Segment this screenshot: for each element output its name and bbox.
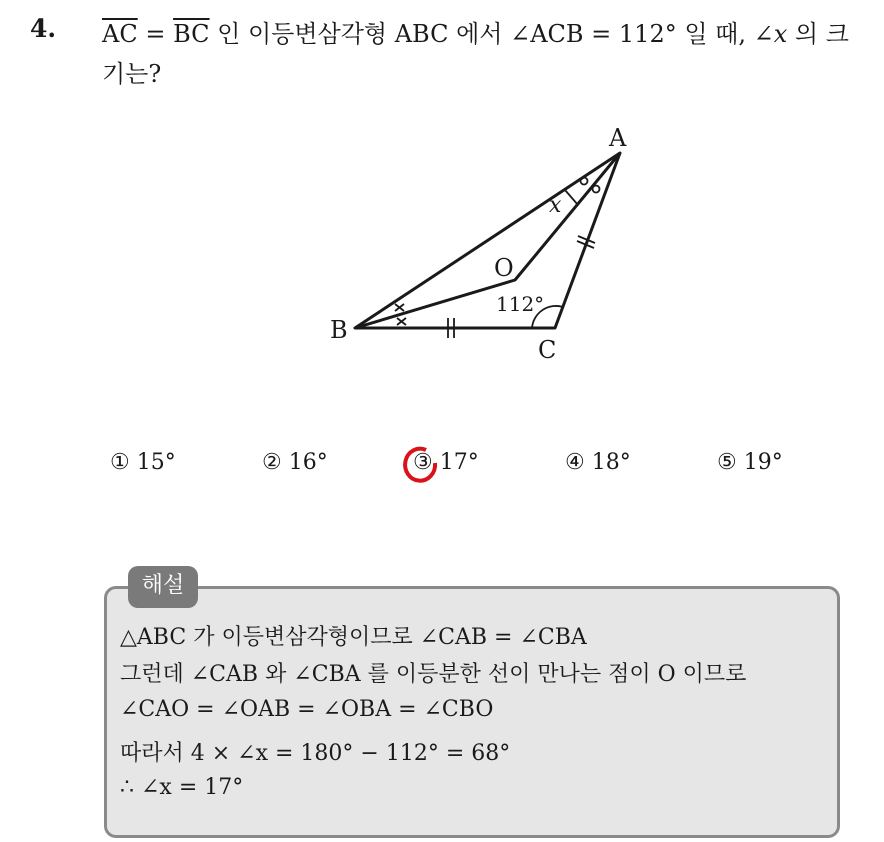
- choice-value: 15°: [136, 450, 176, 475]
- label-a: A: [609, 124, 627, 152]
- solution-line-1: △ABC 가 이등변삼각형이므로 ∠CAB = ∠CBA: [120, 625, 587, 650]
- question-number: 4.: [30, 14, 57, 43]
- solution-line-5: ∴ ∠x = 17°: [120, 775, 244, 800]
- choice-value: 19°: [743, 450, 783, 475]
- choice-5[interactable]: [717, 450, 783, 475]
- angle-x-arc: [565, 190, 578, 205]
- solution-line-3: ∠CAO = ∠OAB = ∠OBA = ∠CBO: [120, 697, 494, 722]
- choice-mark: ⑤: [717, 450, 737, 475]
- choice-value: 17°: [439, 450, 479, 475]
- choice-mark: ③: [413, 450, 433, 475]
- question-text-end: 의 크기는?: [102, 20, 849, 88]
- label-c: C: [538, 336, 557, 364]
- solution-line-2: 그런데 ∠CAB 와 ∠CBA 를 이등분한 선이 만나는 점이 O 이므로: [120, 662, 747, 687]
- variable-x: x: [773, 20, 788, 48]
- choice-value: 16°: [288, 450, 328, 475]
- solution-badge: 해설: [128, 566, 198, 608]
- equals-sign: =: [137, 20, 174, 48]
- choice-2[interactable]: [262, 450, 328, 475]
- choice-3[interactable]: [413, 450, 479, 475]
- choice-value: 18°: [591, 450, 631, 475]
- angle-c-label: 112°: [496, 292, 545, 316]
- choice-mark: ④: [565, 450, 585, 475]
- solution-line-4: 따라서 4 × ∠x = 180° − 112° = 68°: [120, 741, 511, 766]
- angle-mark-circle-2: [593, 186, 600, 193]
- label-b: B: [330, 316, 348, 344]
- segment-bc: $\overline{BC}$: [173, 20, 210, 48]
- choice-1[interactable]: [110, 450, 176, 475]
- choice-4[interactable]: [565, 450, 631, 475]
- label-o: O: [494, 254, 514, 282]
- angle-mark-cross-1: [395, 304, 404, 311]
- choice-mark: ②: [262, 450, 282, 475]
- label-x: x: [549, 193, 562, 218]
- question-text-middle: 인 이등변삼각형 ABC 에서 ∠ACB = 112° 일 때, ∠: [209, 20, 774, 48]
- segment-ac: $\overline{AC}$: [102, 20, 138, 48]
- angle-mark-cross-2: [397, 318, 406, 325]
- choice-mark: ①: [110, 450, 130, 475]
